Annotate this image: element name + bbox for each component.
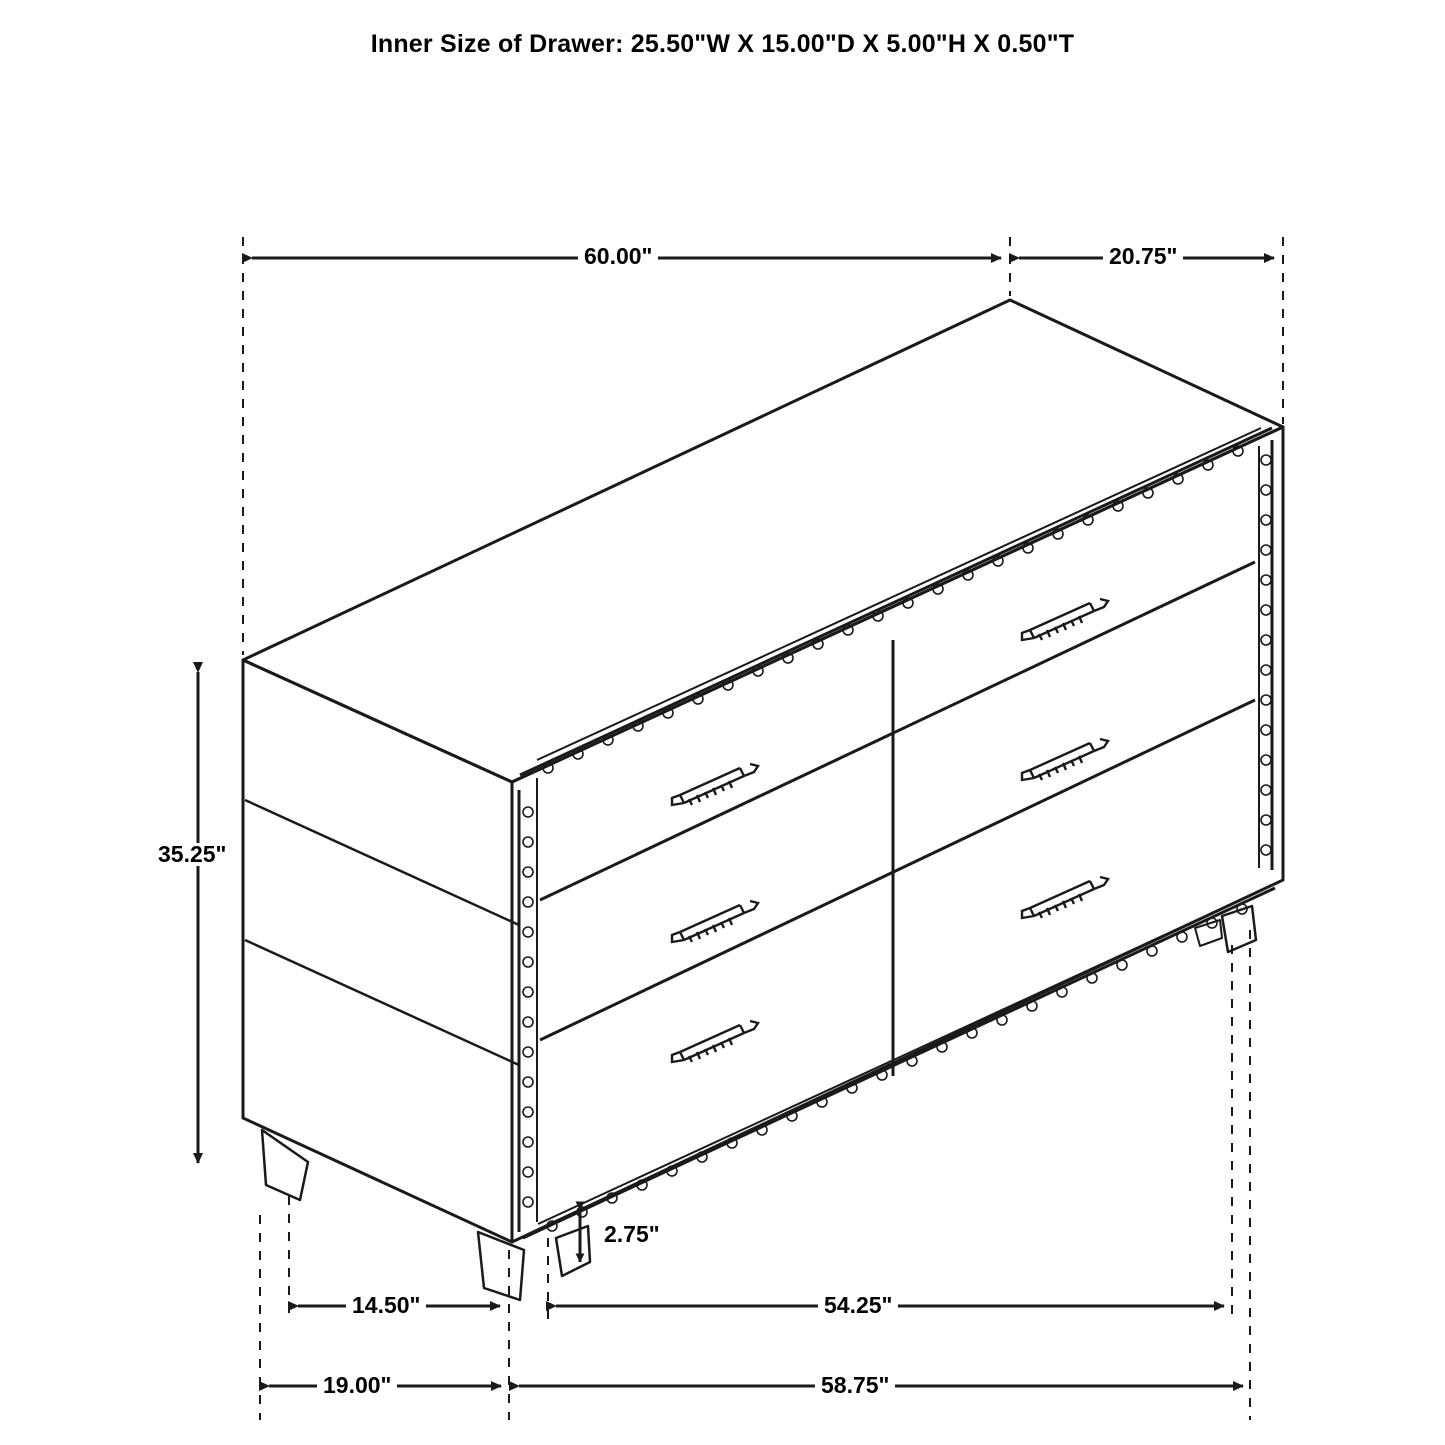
dimension-front-width: 60.00" (578, 245, 658, 268)
dimension-foot-inset-left: 14.50" (346, 1294, 426, 1317)
nailhead-trim-studs (523, 446, 1271, 1231)
dimension-side-depth: 20.75" (1103, 245, 1183, 268)
dimension-side-base-depth: 19.00" (317, 1374, 397, 1397)
dimension-front-base-width: 54.25" (818, 1294, 898, 1317)
dimension-leg-height: 2.75" (598, 1223, 666, 1246)
dimension-overall-height: 35.25" (152, 843, 232, 866)
page-title: Inner Size of Drawer: 25.50"W X 15.00"D X 5.00"H X 0.50"T (370, 30, 1075, 58)
dimension-side-overall-base: 58.75" (815, 1374, 895, 1397)
dresser-body (243, 300, 1283, 1300)
